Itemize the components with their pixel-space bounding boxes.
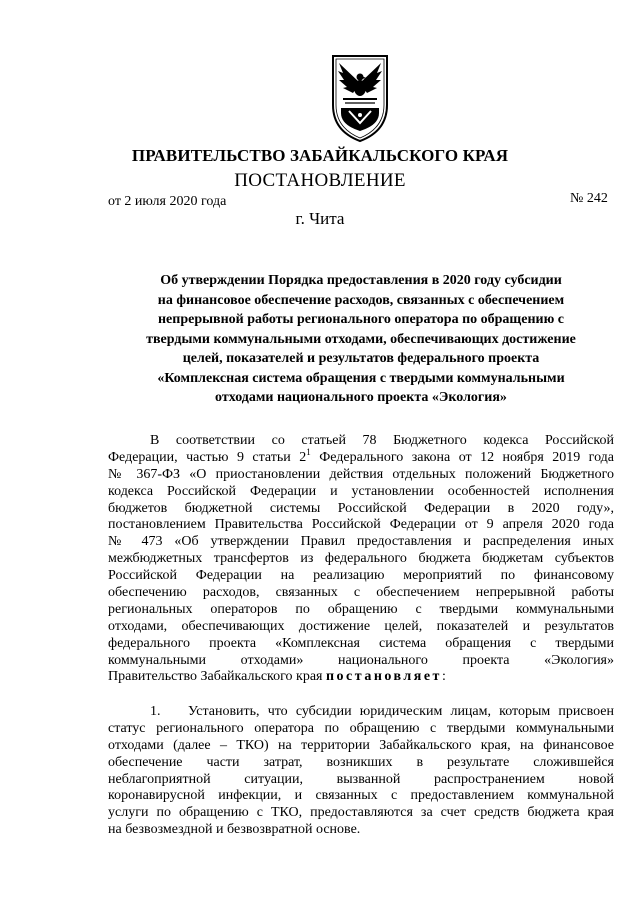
- title-line: отходами национального проекта «Экология»: [215, 390, 507, 405]
- article-number: 2: [299, 449, 307, 465]
- preamble-line: бюджетов бюджетной системы Российской Федерации в 2020 году»,: [108, 500, 614, 516]
- preamble-line: № 367-ФЗ «О приостановлении действия отдельных положений Бюджетного: [108, 466, 614, 482]
- preamble-line: межбюджетных трансфертов из федерального бюджета бюджетам субъектов: [108, 551, 614, 567]
- item-number: 1.: [150, 704, 161, 719]
- title-line: «Комплексная система обращения с твердыми коммунальными: [157, 370, 565, 386]
- preamble-line: региональных операторов по обращению с твердыми коммунальными: [108, 601, 614, 617]
- decree-word: постановляет: [325, 669, 442, 685]
- preamble-line-text: Федерального закона от 12 ноября 2019 года: [319, 449, 615, 465]
- item-line: коронавирусной инфекции, и связанных с предоставлением коммунальной: [108, 788, 614, 804]
- preamble-line: обеспечению расходов, связанных с обеспечением непрерывной работы: [108, 585, 614, 601]
- preamble-line: Российской Федерации на реализацию мероприятий по финансовому: [108, 568, 614, 584]
- document-number: № 242: [570, 191, 608, 206]
- preamble-last-line: [108, 669, 614, 686]
- title-line: твердыми коммунальными отходами, обеспечивающих достижение: [146, 331, 576, 347]
- title-line: Об утверждении Порядка предоставления в 2020 году субсидии: [160, 273, 562, 288]
- title-line: на финансовое обеспечение расходов, связанных с обеспечением: [157, 292, 565, 308]
- preamble-line-text: Правительство Забайкальского края: [108, 669, 323, 685]
- preamble-line: постановлением Правительства Российской Федерации от 9 апреля 2020 года: [108, 517, 614, 533]
- document-date: от 2 июля 2020 года: [108, 194, 227, 209]
- item-line: неблагоприятной ситуации, вызванной распространением новой: [108, 771, 614, 787]
- title-line: целей, показателей и результатов федерального проекта: [182, 351, 540, 366]
- decree-colon: :: [441, 669, 446, 685]
- article-superscript: 1: [306, 446, 311, 457]
- item-line-first: [108, 704, 614, 721]
- item-line: отходами (далее – ТКО) на территории Забайкальского края, на финансовое: [108, 737, 614, 753]
- item-line: статус регионального оператора по обращению с твердыми коммунальными: [108, 720, 614, 736]
- preamble-paragraph: [108, 433, 614, 686]
- item-line: услуги по обращению с ТКО, предоставляются за счет средств бюджета края: [108, 805, 614, 821]
- item-line: обеспечение части затрат, возникших в результате сложившейся: [108, 754, 614, 770]
- document-city: г. Чита: [295, 209, 345, 228]
- preamble-line: коммунальными отходами» национального проекта «Экология»: [108, 652, 614, 668]
- item-1-paragraph: [108, 704, 614, 839]
- document-title: [108, 271, 614, 408]
- title-line: непрерывной работы регионального оператора по обращению с: [157, 312, 565, 327]
- preamble-line: кодекса Российской Федерации и установлении особенностей исполнения: [108, 483, 614, 499]
- organization-name: ПРАВИТЕЛЬСТВО ЗАБАЙКАЛЬСКОГО КРАЯ: [131, 146, 509, 165]
- preamble-line-text: Федерации, частью 9 статьи: [108, 449, 291, 465]
- preamble-line-with-superscript: [108, 446, 615, 467]
- coat-of-arms-emblem: [329, 53, 391, 143]
- item-line-text: Установить, что субсидии юридическим лицам, которым присвоен: [188, 704, 614, 719]
- item-line: на безвозмездной и безвозвратной основе.: [108, 822, 361, 838]
- preamble-line: № 473 «Об утверждении Правил предоставления и распределения иных: [108, 534, 614, 550]
- preamble-line: отходами, обеспечивающих достижение целей, показателей и результатов: [108, 618, 614, 634]
- preamble-line: федерального проекта «Комплексная система обращения с твердыми: [108, 635, 614, 651]
- document-type: ПОСТАНОВЛЕНИЕ: [234, 170, 406, 191]
- preamble-line: В соответствии со статьей 78 Бюджетного кодекса Российской: [150, 433, 614, 448]
